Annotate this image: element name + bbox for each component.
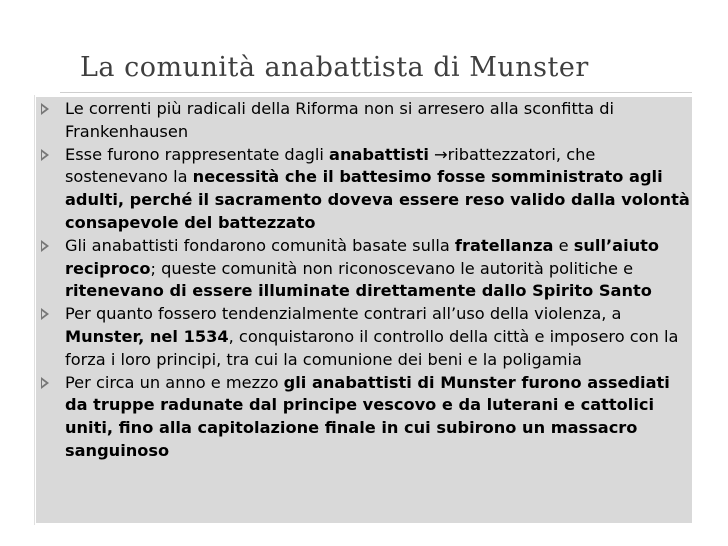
bullet-text: Gli anabattisti fondarono comunità basate sulla [65,235,455,255]
bullet-item [36,372,690,463]
bullet-item [36,144,690,235]
bullet-text: , conquistarono il controllo della città e imposero con la forza i loro principi, tra cui la comunione dei beni e la poligamia [65,326,679,369]
bullet-text: Per quanto fossero tendenzialmente contrari all’uso della violenza, a [65,304,622,324]
title-divider [60,92,692,93]
bullet-triangle-icon [41,240,49,252]
bullet-text: Per circa un anno e mezzo [65,372,284,392]
left-divider [34,95,35,525]
bullet-item [36,235,690,303]
bullet-text-bold: gli anabattisti di Munster furono assediati da truppe radunate dal principe vescovo e da luterani e cattolici uniti, fino alla capitolazione finale in cui subirono un massacro sanguinoso [65,372,670,460]
bullet-item [36,98,690,144]
bullet-triangle-icon [41,149,49,161]
bullet-list [36,98,690,463]
bullet-text-bold: fratellanza [454,235,554,255]
slide-title: La comunità anabattista di Munster [80,52,589,83]
bullet-text-bold: sull’aiuto reciproco [65,235,660,278]
bullet-text: Esse furono rappresentate dagli [65,144,330,164]
bullet-text-bold: Munster, nel 1534 [65,326,229,346]
bullet-triangle-icon [41,103,49,115]
bullet-text-bold: anabattisti [329,144,429,164]
bullet-text: Le correnti più radicali della Riforma non si arresero alla sconfitta di Frankenhausen [65,99,614,141]
bullet-text: →ribattezzatori, che sostenevano la [65,144,596,187]
bullet-triangle-icon [41,308,49,320]
bullet-text: ; queste comunità non riconoscevano le autorità politiche e [150,258,634,278]
bullet-text-bold: necessità che il battesimo fosse somministrato agli adulti, perché il sacramento doveva essere reso valido dalla volontà consapevole del battezzato [65,167,690,232]
bullet-triangle-icon [41,377,49,389]
bullet-text: e [553,235,574,255]
bullet-item [36,303,690,371]
bullet-text-bold: ritenevano di essere illuminate direttamente dallo Spirito Santo [65,281,652,301]
